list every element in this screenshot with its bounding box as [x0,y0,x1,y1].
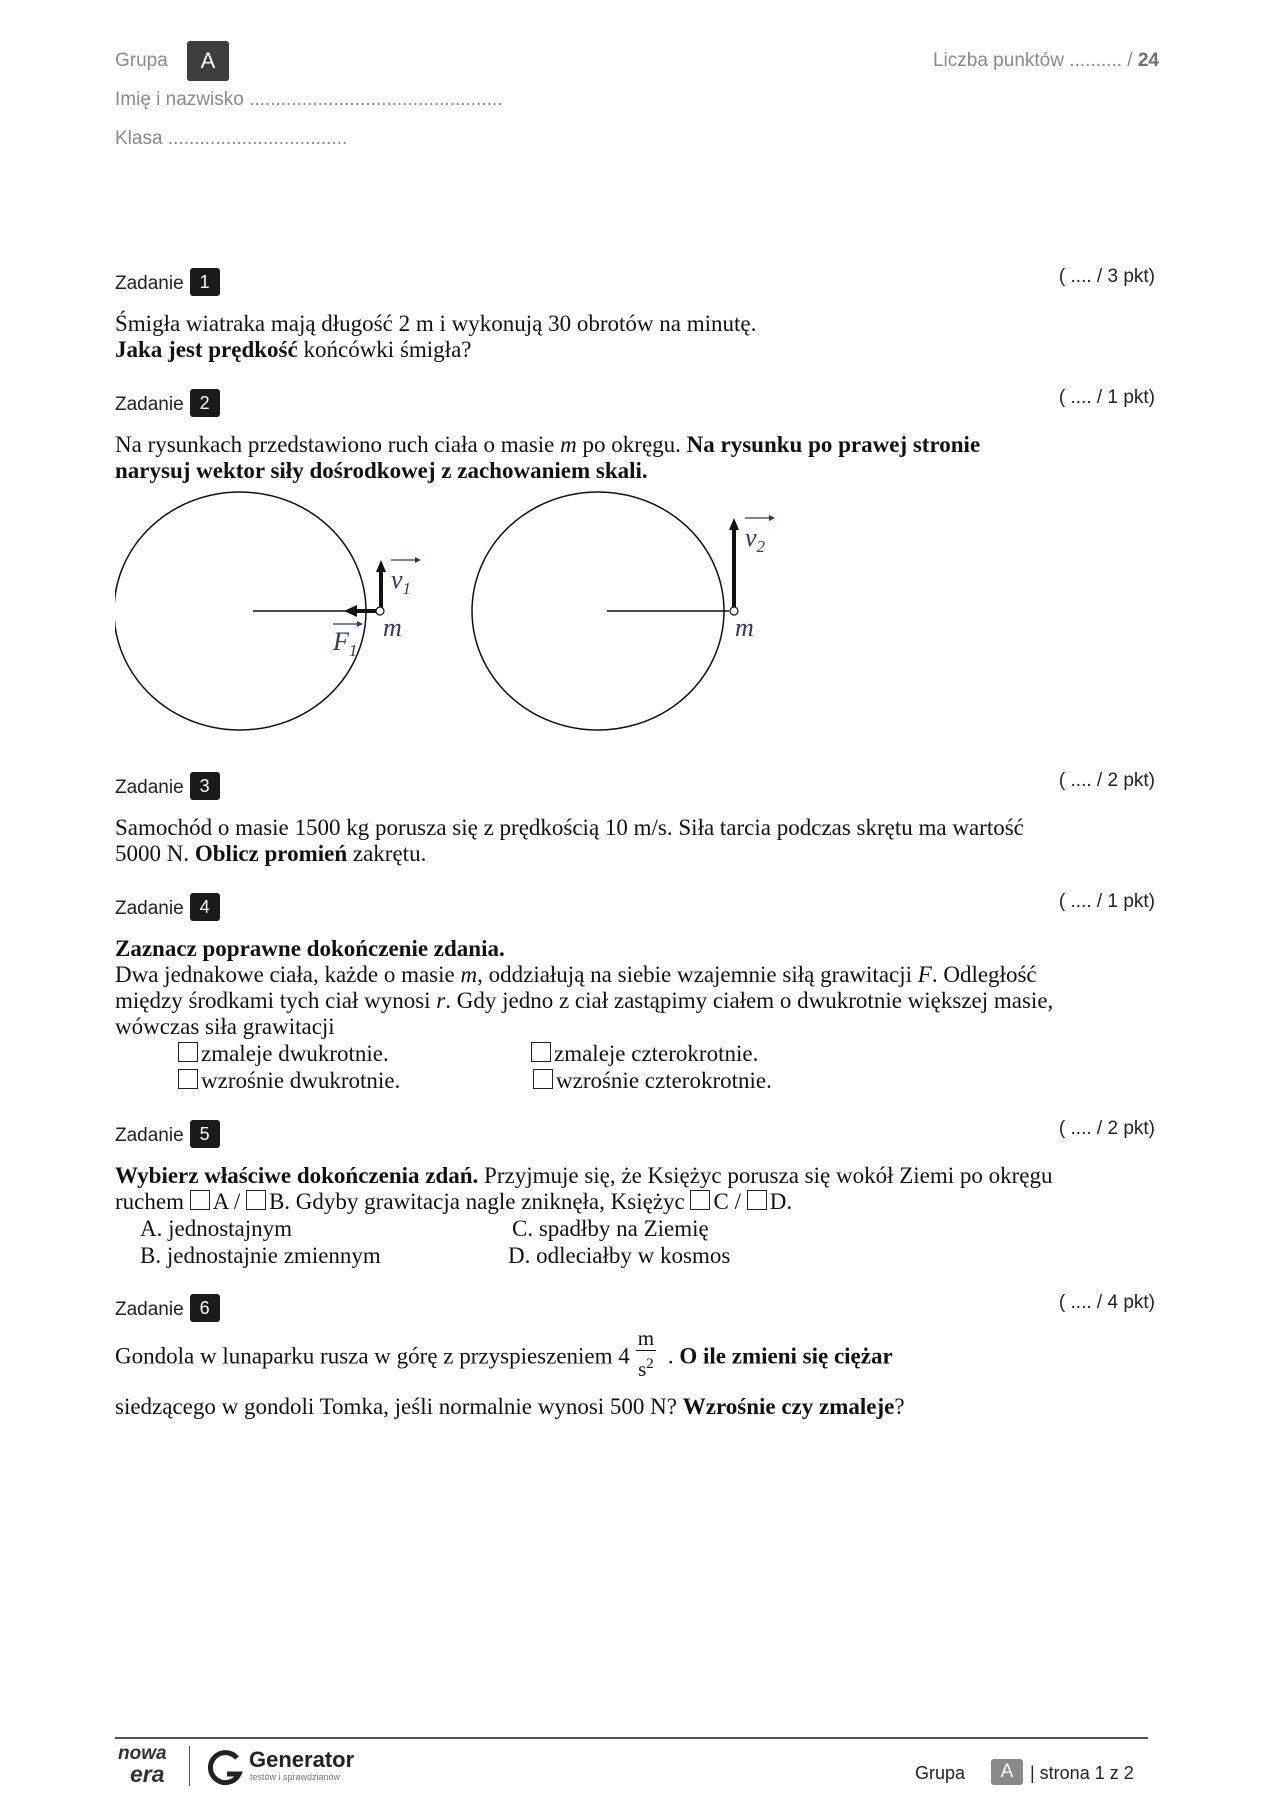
class-field[interactable]: Klasa .................................. [115,128,348,149]
fraction-denominator [636,1351,656,1382]
left-velocity-label: $v_1$ [391,565,412,598]
task-6-t3: siedzącego w gondoli Tomka, jeśli normalnie wynosi 500 N? [115,1394,683,1419]
fraction-den-base: s [638,1357,647,1381]
fraction-numerator: m [637,1326,655,1350]
checkbox[interactable] [533,1069,553,1089]
task-label: Zadanie [115,898,184,920]
checkbox-b[interactable] [246,1190,266,1210]
task-4-option[interactable] [178,1068,400,1094]
task-3-points: ( .... / 2 pkt) [1058,770,1155,791]
task-3-text [115,815,1055,867]
task-4-t1: Dwa jednakowe ciała, każde o masie [115,962,461,987]
mass-symbol: m [460,962,478,987]
task-label: Zadanie [115,1125,184,1147]
task-number: 5 [190,1120,220,1148]
left-force-arrowhead [344,605,357,617]
task-label: Zadanie [115,273,184,295]
task-2-points: ( .... / 1 pkt) [1058,387,1155,408]
page-number: | strona 1 z 2 [1030,1763,1134,1783]
task-6-bold1: O ile zmieni się ciężar [679,1343,893,1369]
fraction-exponent: 2 [646,1356,654,1372]
task-6-t1: Gondola w lunaparku rusza w górę z przyspieszeniem 4 [115,1343,630,1369]
task-number: 2 [190,389,220,417]
task-3-text-b: zakrętu. [347,841,427,866]
task-2-text-b: po okręgu. [576,432,687,457]
separator: / [228,1189,246,1214]
task-number: 6 [190,1294,220,1322]
force-symbol: F [917,962,932,987]
footer-group-label: Grupa [915,1763,966,1783]
task-5-option-c: C. spadłby na Ziemię [512,1216,709,1241]
task-5-bold: Wybierz właściwe dokończenia zdań. [115,1163,479,1188]
left-velocity-vector-tip [415,557,421,563]
task-4-t2: , oddziałują na siebie wzajemnie siłą grawitacji [477,962,918,987]
task-number: 3 [190,772,220,800]
circular-motion-figure [115,488,815,738]
distance-symbol: r [436,988,446,1013]
option-label: zmaleje dwukrotnie. [201,1041,389,1066]
right-velocity-arrowhead [729,518,739,530]
separator: / [728,1189,747,1214]
task-4-header [115,895,220,923]
checkbox[interactable] [531,1042,551,1062]
task-3-header [115,774,220,802]
footer-group-badge: A [991,1759,1023,1785]
logo-nowa-text: nowa [118,1743,167,1764]
task-3-text-a: Samochód o masie 1500 kg porusza się z prędkością 10 m/s. Siła tarcia podczas skrętu ma wartość 5000 N. [115,815,1024,866]
right-velocity-label: $v_2$ [745,523,766,556]
points-max: 24 [1137,50,1159,71]
period: . [786,1189,793,1214]
task-4-option[interactable] [533,1068,772,1094]
left-force-vector-tip [357,621,363,627]
name-field[interactable]: Imię i nazwisko ................................................ [115,89,503,110]
task-2-text-a: Na rysunkach przedstawiono ruch ciała o masie [115,432,561,457]
choice-a: A [212,1189,229,1214]
task-5-points: ( .... / 2 pkt) [1058,1118,1155,1139]
task-label: Zadanie [115,394,184,416]
question-mark: ? [894,1394,905,1419]
task-4-t3: . Odległość między środkami tych ciał wynosi [115,962,1037,1013]
task-6-header [115,1296,220,1324]
task-1-rest: końcówki śmigła? [297,337,472,362]
option-label: wzrośnie czterokrotnie. [556,1068,772,1093]
checkbox[interactable] [178,1042,198,1062]
task-5-option-a: A. jednostajnym [140,1216,293,1241]
checkbox-a[interactable] [190,1190,210,1210]
task-6-text [115,1326,1055,1428]
mass-symbol: m [560,432,577,457]
task-5-t2: . Gdyby grawitacja nagle zniknęła, Księżyc [284,1189,691,1214]
task-1-text [115,311,1055,363]
acceleration-unit-fraction [636,1326,656,1382]
task-1-bold: Jaka jest prędkość [115,337,298,362]
task-2-header [115,391,220,419]
left-velocity-arrowhead [376,560,386,572]
footer-logo-divider [189,1746,190,1786]
task-5-option-d: D. odleciałby w kosmos [508,1243,731,1268]
choice-b: B [268,1189,285,1214]
task-6-points: ( .... / 4 pkt) [1058,1292,1155,1313]
task-6-bold2: Wzrośnie czy zmaleje [682,1394,895,1419]
task-2-text [115,432,1055,484]
generator-g-icon [205,1748,245,1788]
task-number: 1 [190,268,220,296]
task-1-points: ( .... / 3 pkt) [1058,266,1155,287]
option-label: zmaleje czterokrotnie. [554,1041,759,1066]
right-velocity-vector-tip [769,515,775,521]
task-4-points: ( .... / 1 pkt) [1058,891,1155,912]
task-1-line1: Śmigła wiatraka mają długość 2 m i wykonują 30 obrotów na minutę. [115,311,757,336]
task-label: Zadanie [115,1299,184,1321]
task-5-t1: Przyjmuje się, że Księżyc porusza się wokół Ziemi po okręgu ruchem [115,1163,1053,1214]
choice-d: D [769,1189,787,1214]
task-4-option[interactable] [531,1041,758,1067]
checkbox-c[interactable] [690,1190,710,1210]
checkbox[interactable] [178,1069,198,1089]
task-4-text [115,936,1055,1040]
task-1-header [115,270,220,298]
footer-divider [115,1737,1148,1739]
nowa-era-logo [118,1745,178,1791]
right-mass-label: m [735,613,754,642]
left-mass-label: m [383,613,402,642]
group-label: Grupa [115,50,168,71]
generator-subtitle: testów i sprawdzianów [250,1772,341,1782]
group-badge: A [187,41,229,81]
checkbox-d[interactable] [747,1190,767,1210]
task-label: Zadanie [115,777,184,799]
task-number: 4 [190,893,220,921]
task-2-instruction: Na rysunku po prawej stronie narysuj wektor siły dośrodkowej z zachowaniem skali. [115,432,981,483]
option-label: wzrośnie dwukrotnie. [201,1068,401,1093]
task-4-t4: . Gdy jedno z ciał zastąpimy ciałem o dwukrotnie większej masie, wówczas siła grawitacji [115,988,1054,1039]
points-label: Liczba punktów .......... / [932,50,1138,71]
choice-c: C [713,1189,729,1214]
generator-title: Generator [249,1747,355,1772]
task-3-bold: Oblicz promień [194,841,348,866]
left-force-label: $F_1$ [333,627,358,660]
task-4-title: Zaznacz poprawne dokończenie zdania. [115,936,505,961]
points-total [933,50,1159,72]
task-5-text [115,1163,1055,1215]
task-5-option-b: B. jednostajnie zmiennym [140,1243,381,1268]
logo-era-text: era [130,1761,165,1787]
task-6-t2: . [662,1343,680,1369]
task-5-header [115,1122,220,1150]
task-4-option[interactable] [178,1041,389,1067]
